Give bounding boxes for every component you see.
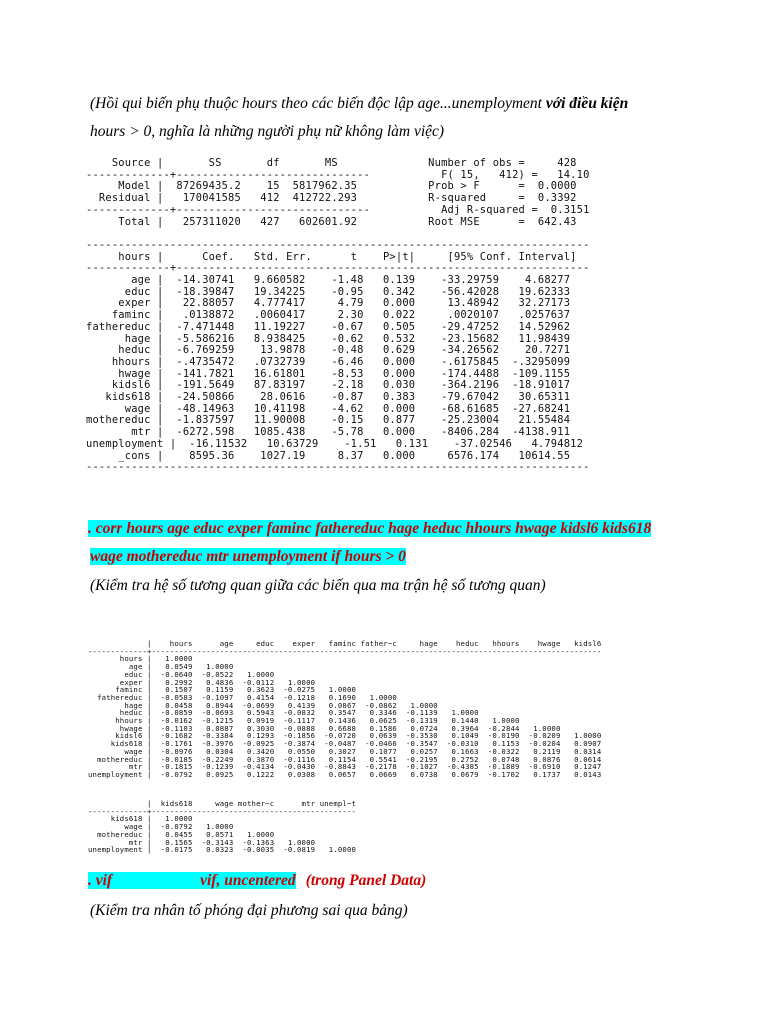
vif-panel-note: (trong Panel Data) [305,872,427,889]
corr-command-line-1 [88,519,651,539]
corr-command-line-2 [90,547,406,567]
intro-bold-text: với điều kiện [545,95,629,112]
corr-command-condition: if hours > 0 [331,548,406,565]
vif-command-line [88,871,426,891]
corr-command-vars: hours age educ exper faminc fathereduc hage heduc hhours hwage kidsl6 kids618 [122,520,652,537]
vif-command: . vif [88,872,200,889]
vif-note: (Kiểm tra nhân tố phóng đại phương sai qua bảng) [90,902,408,919]
intro-text: (Hồi qui biến phụ thuộc hours theo các biến độc lập age...unemployment [90,95,546,112]
corr-command-prefix: . corr [88,520,123,537]
corr-note: (Kiểm tra hệ số tương quan giữa các biến qua ma trận hệ số tương quan) [90,577,546,594]
corr-command-vars-2: wage mothereduc mtr unemployment [90,548,332,565]
correlation-table-1: | hours age educ exper faminc father~c hage heduc hhours hwage kidsl6 -------------+--------------------------------------------------------------------------------------------------- hours | 1.0000 age | 0.0549 1.0000 educ | -0.0640 -0.0522 1.0000 exper | 0.2992 0.4836 -0.0112 1.0000 faminc | 0.1507 0.1159 0.3623 -0.0275 1.0000 fathereduc | -0.0583 -0.1097 0.4154 -0.1218 0.1690 1.0000 hage | 0.0458 0.8944 -0.0699 0.4139 0.0867 -0.0862 1.0000 heduc | -0.0859 -0.0693 0.5943 -0.0832 0.3547 0.3346 -0.1139 1.0000 hhours | -0.0162 -0.1215 0.0919 -0.1117 0.1436 0.0625 -0.1319 0.1440 1.0000 hwage | -0.1103 0.0887 0.3030 -0.0888 0.6688 0.1586 0.0724 0.3964 -0.2844 1.0000 kidsl6 | -0.1682 -0.3384 0.1293 -0.1856 -0.0720 0.0639 -0.3530 0.1049 -0.0190 -0.0209 1.0000 kids618 | -0.1761 -0.3976 -0.0925 -0.3874 -0.0487 -0.0466 -0.3547 -0.0310 0.1153 -0.0204 0.0907 wage | -0.0976 0.0304 0.3420 0.0550 0.3027 0.1077 0.0257 0.1663 -0.0322 0.2119 0.0314 mothereduc | -0.0185 -0.2249 0.3870 -0.1116 0.1154 0.5541 -0.2195 0.2752 0.0748 0.0876 0.0614 mtr | -0.1815 -0.1239 -0.4134 -0.0430 -0.8843 -0.2178 -0.1027 -0.4385 -0.1889 -0.6910 0.1247 unemployment | -0.0792 0.0925 0.1222 0.0308 0.0657 0.0669 0.0738 0.0679 -0.1702 0.1737 0.0143 [88,639,602,779]
intro-line-1 [90,94,628,114]
correlation-table-2: | kids618 wage mother~c mtr unempl~t -------------+--------------------------------------------- kids618 | 1.0000 wage | -0.0792 1.0000 mothereduc | 0.0455 0.0571 1.0000 mtr | 0.1565 -0.3143 -0.1363 1.0000 unemployment | -0.0175 0.0323 -0.0035 -0.0819 1.0000 [88,799,357,855]
intro-line-2: hours > 0, nghĩa là những người phụ nữ không làm việc) [90,123,445,140]
vif-uncentered-command: vif, uncentered [200,872,296,889]
regression-output: Source | SS df MS Number of obs = 428 -------------+------------------------------ F( 15, 412) = 14.10 Model | 87269435.2 15 5817962.35 Prob > F = 0.0000 Residual | 170041585 412 412722.293 R-squared = 0.3392 -------------+------------------------------ Adj R-squared = 0.3151 Total | 257311020 427 602601.92 Root MSE = 642.43 ------------------------------------------------------------------------------ hours | Coef. Std. Err. t P>|t| [95% Conf. Interval] -------------+---------------------------------------------------------------- age | -14.30741 9.660582 -1.48 0.139 -33.29759 4.68277 educ | -18.39847 19.34225 -0.95 0.342 -56.42028 19.62333 exper | 22.88057 4.777417 4.79 0.000 13.48942 32.27173 faminc | .0138872 .0060417 2.30 0.022 .0020107 .0257637 fathereduc | -7.471448 11.19227 -0.67 0.505 -29.47252 14.52962 hage | -5.586216 8.938425 -0.62 0.532 -23.15682 11.98439 heduc | -6.769259 13.9878 -0.48 0.629 -34.26562 20.7271 hhours | -.4735472 .0732739 -6.46 0.000 -.6175845 -.3295099 hwage | -141.7821 16.61801 -8.53 0.000 -174.4488 -109.1155 kidsl6 | -191.5649 87.83197 -2.18 0.030 -364.2196 -18.91017 kids618 | -24.50866 28.0616 -0.87 0.383 -79.67042 30.65311 wage | -48.14963 10.41198 -4.62 0.000 -68.61685 -27.68241 mothereduc | -1.837597 11.90008 -0.15 0.877 -25.23004 21.55484 mtr | -6272.598 1085.438 -5.78 0.000 -8406.284 -4138.911 unemployment | -16.11532 10.63729 -1.51 0.131 -37.02546 4.794812 _cons | 8595.36 1027.19 8.37 0.000 6576.174 10614.55 ------------------------------------------------------------------------------ [86,157,590,474]
